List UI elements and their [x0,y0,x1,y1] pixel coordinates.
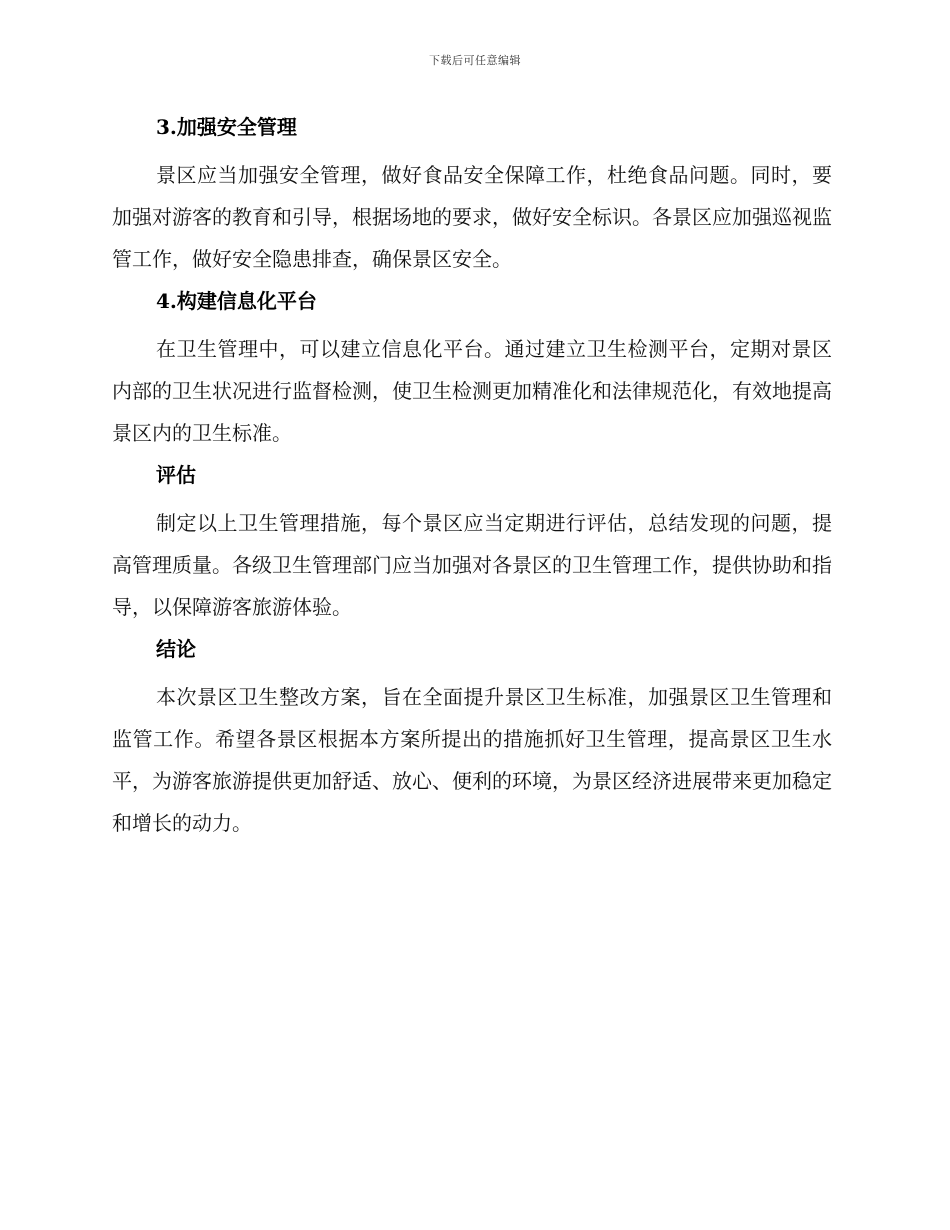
section-paragraph-conclusion: 本次景区卫生整改方案，旨在全面提升景区卫生标准，加强景区卫生管理和监管工作。希望各景区根据本方案所提出的措施抓好卫生管理，提高景区卫生水平，为游客旅游提供更加舒适、放心、便利的环境，为景区经济进展带来更加稳定和增长的动力。 [112,685,832,835]
section-heading-safety: 3.加强安全管理 [156,115,297,139]
section-heading-evaluation: 评估 [156,463,196,487]
section-paragraph-evaluation: 制定以上卫生管理措施，每个景区应当定期进行评估，总结发现的问题，提高管理质量。各级卫生管理部门应当加强对各景区的卫生管理工作，提供协助和指导，以保障游客旅游体验。 [112,511,832,619]
document-body [112,112,832,844]
section-paragraph-safety: 景区应当加强安全管理，做好食品安全保障工作，杜绝食品问题。同时，要加强对游客的教育和引导，根据场地的要求，做好安全标识。各景区应加强巡视监管工作，做好安全隐患排查，确保景区安全。 [112,163,832,271]
section-paragraph-info-platform: 在卫生管理中，可以建立信息化平台。通过建立卫生检测平台，定期对景区内部的卫生状况进行监督检测，使卫生检测更加精准化和法律规范化，有效地提高景区内的卫生标准。 [112,337,832,445]
section-heading-info-platform: 4.构建信息化平台 [156,289,317,313]
page-header: 下载后可任意编辑 [429,54,521,67]
section-heading-conclusion: 结论 [156,637,196,661]
